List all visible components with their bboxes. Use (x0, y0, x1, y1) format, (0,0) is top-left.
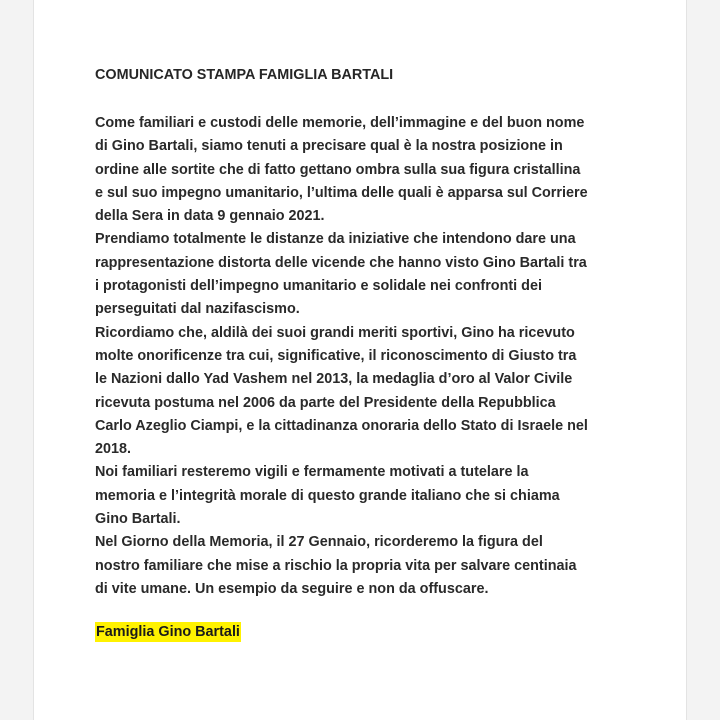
body-line: Nel Giorno della Memoria, il 27 Gennaio, ricorderemo la figura del (95, 534, 543, 551)
body-line: 2018. (95, 441, 132, 458)
body-line: e sul suo impegno umanitario, l’ultima delle quali è apparsa sul Corriere (95, 184, 588, 201)
body-line: di Gino Bartali, siamo tenuti a precisare qual è la nostra posizione in (95, 138, 563, 155)
body-line: di vite umane. Un esempio da seguire e non da offuscare. (95, 580, 489, 597)
body-line: Ricordiamo che, aldilà dei suoi grandi meriti sportivi, Gino ha ricevuto (95, 324, 575, 341)
signature: Famiglia Gino Bartali (96, 624, 240, 640)
body-line: memoria e l’integrità morale di questo grande italiano che si chiama (95, 487, 560, 504)
body-line: molte onorificenze tra cui, significative, il riconoscimento di Giusto tra (95, 347, 577, 364)
body-line: Gino Bartali. (95, 511, 181, 528)
document-page (33, 0, 687, 720)
body-line: i protagonisti dell’impegno umanitario e solidale nei confronti dei (95, 278, 542, 295)
body-line: ordine alle sortite che di fatto gettano ombra sulla sua figura cristallina (95, 161, 581, 178)
body-line: della Sera in data 9 gennaio 2021. (95, 208, 325, 225)
body-line: rappresentazione distorta delle vicende che hanno visto Gino Bartali tra (95, 254, 587, 271)
document-title: COMUNICATO STAMPA FAMIGLIA BARTALI (95, 67, 394, 83)
body-line: Come familiari e custodi delle memorie, dell’immagine e del buon nome (95, 115, 585, 131)
body-line: nostro familiare che mise a rischio la propria vita per salvare centinaia (95, 557, 577, 574)
body-line: le Nazioni dallo Yad Vashem nel 2013, la medaglia d’oro al Valor Civile (95, 371, 573, 388)
document-body (95, 112, 665, 601)
body-line: Noi familiari resteremo vigili e fermamente motivati a tutelare la (95, 464, 529, 481)
body-line: Prendiamo totalmente le distanze da iniziative che intendono dare una (95, 231, 576, 248)
body-line: Carlo Azeglio Ciampi, e la cittadinanza onoraria dello Stato di Israele nel (95, 417, 588, 434)
body-line: ricevuta postuma nel 2006 da parte del Presidente della Repubblica (95, 394, 556, 411)
body-line: perseguitati dal nazifascismo. (95, 301, 300, 318)
